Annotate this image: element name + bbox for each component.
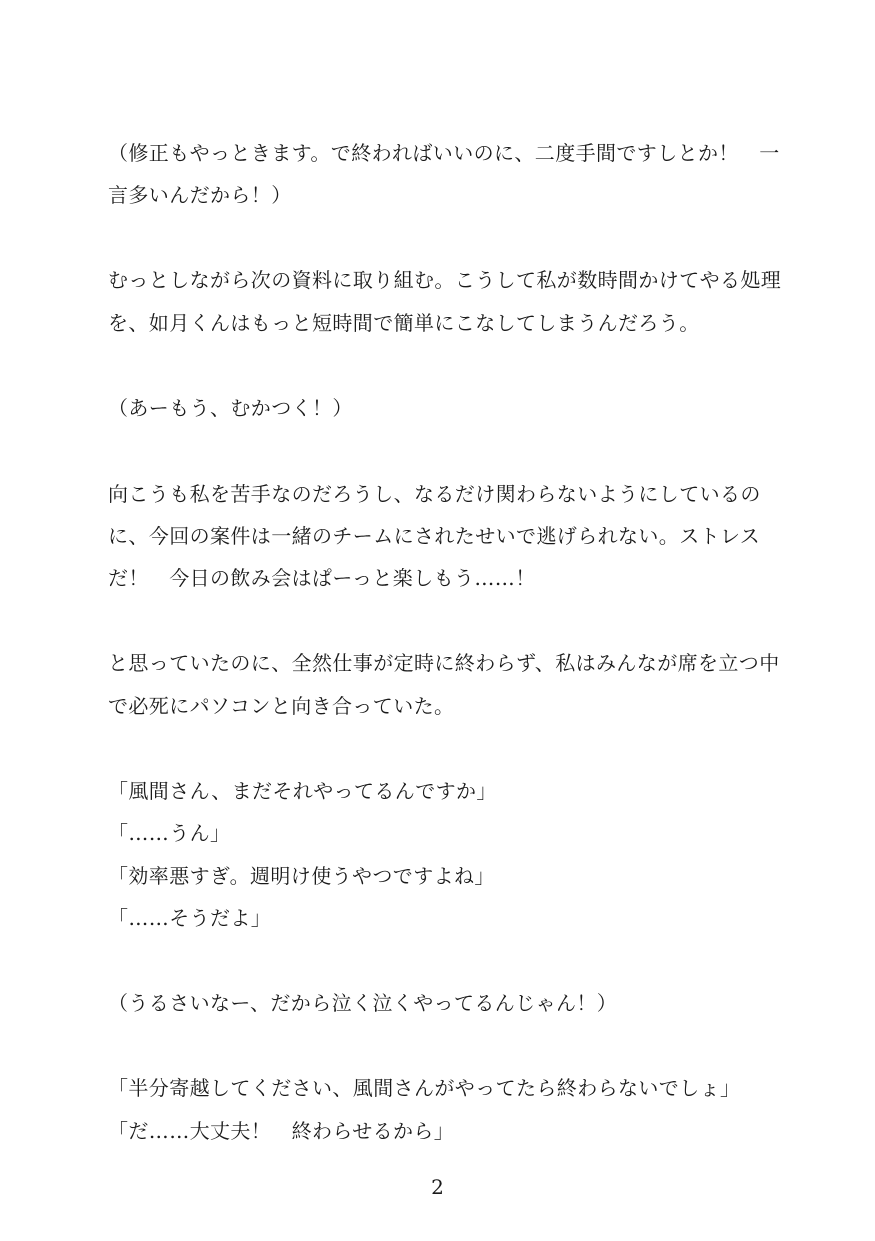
text-line: （あーもう、むかつく！）	[108, 396, 353, 420]
text-line: を、如月くんはもっと短時間で簡単にこなしてしまうんだろう。	[108, 311, 700, 335]
text-line: むっとしながら次の資料に取り組む。こうして私が数時間かけてやる処理	[108, 268, 782, 292]
text-line: だ！ 今日の飲み会はぱーっと楽しもう……！	[108, 566, 536, 590]
dialogue-line: 「効率悪すぎ。週明け使うやつですよね」	[108, 864, 495, 888]
dialogue-line: 「……そうだよ」	[108, 906, 272, 930]
dialogue-line: 「だ……大丈夫！ 終わらせるから」	[108, 1119, 455, 1143]
dialogue-line: 「半分寄越してください、風間さんがやってたら終わらないでしょ」	[108, 1076, 741, 1100]
dialogue-line: 「風間さん、まだそれやってるんですか」	[108, 779, 497, 803]
text-line: 向こうも私を苦手なのだろうし、なるだけ関わらないようにしているの	[108, 482, 761, 506]
text-line: （うるさいなー、だから泣く泣くやってるんじゃん！）	[108, 991, 618, 1015]
text-line: と思っていたのに、全然仕事が定時に終わらず、私はみんなが席を立つ中	[108, 651, 780, 675]
text-line: （修正もやっときます。で終わればいいのに、二度手間ですしとか！ 一	[108, 141, 780, 165]
page-number: 2	[431, 1175, 444, 1199]
text-line: で必死にパソコンと向き合っていた。	[108, 694, 455, 718]
text-line: 言多いんだから！）	[108, 183, 292, 207]
text-line: に、今回の案件は一緒のチームにされたせいで逃げられない。ストレス	[108, 524, 761, 548]
dialogue-line: 「……うん」	[108, 821, 231, 845]
